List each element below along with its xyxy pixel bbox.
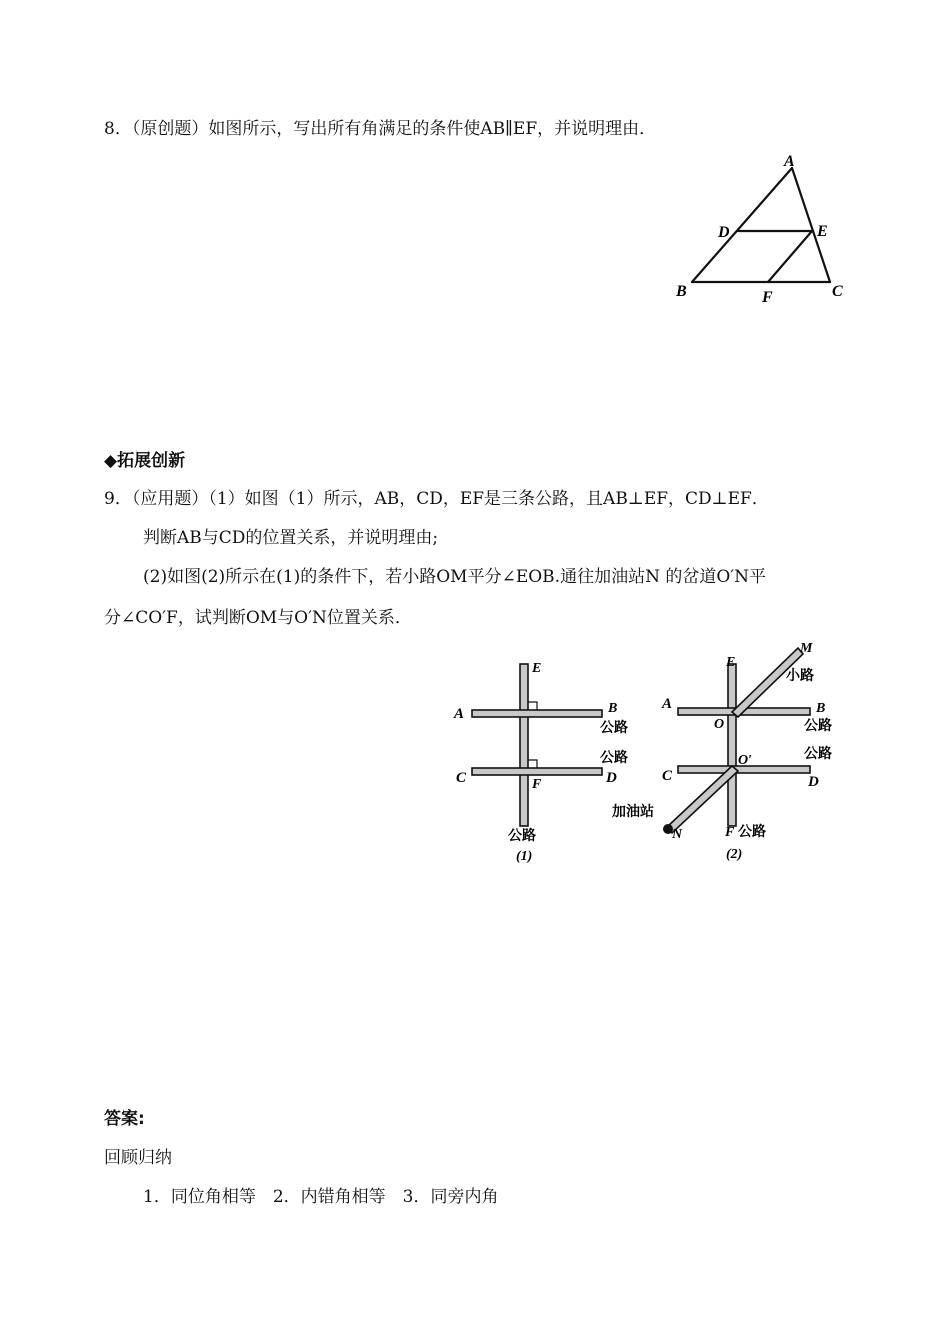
fig1-road-f: 公路 <box>508 828 536 844</box>
fig2-label-a: A <box>662 696 673 712</box>
question-9-line-3: (2)如图(2)所示在(1)的条件下，若小路OM平分∠EOB.通往加油站N 的岔道O′N平 <box>143 567 767 587</box>
fig1-label-f: F <box>532 777 542 792</box>
label-d: D <box>718 224 730 241</box>
fig1-road-d: 公路 <box>600 750 628 766</box>
fig2-station-label: 加油站 <box>612 804 654 820</box>
triangle-figure <box>670 148 860 308</box>
fig2-road-d: 公路 <box>804 746 832 762</box>
road-ef <box>520 664 528 826</box>
label-f: F <box>762 289 773 306</box>
fig2-label-d: D <box>808 774 819 790</box>
question-9-line-1: 9．（应用题）（1）如图（1）所示，AB，CD，EF是三条公路，且AB⊥EF，CD⊥EF． <box>104 489 769 509</box>
roads-figure <box>448 640 848 868</box>
fig2-road-f: 公路 <box>738 824 766 840</box>
fig2-path-label: 小路 <box>786 668 814 684</box>
question-9-line-2: 判断AB与CD的位置关系，并说明理由; <box>143 528 439 548</box>
fig2-label-m: M <box>800 641 813 656</box>
fig1-label-c: C <box>456 770 467 786</box>
question-8: 8．（原创题）如图所示，写出所有角满足的条件使AB∥EF，并说明理由． <box>104 119 657 139</box>
fig1-road-b: 公路 <box>600 720 628 736</box>
label-e: E <box>817 223 828 240</box>
label-b: B <box>676 283 687 300</box>
section-heading: ◆拓展创新 <box>104 451 186 471</box>
answers-subheading: 回顾归纳 <box>104 1148 172 1168</box>
road-ab <box>472 710 602 717</box>
fig2-label-o2: O′ <box>738 753 753 768</box>
fig1-label-b: B <box>608 701 618 716</box>
answers-items: 1．同位角相等 2．内错角相等 3．同旁内角 <box>143 1187 499 1207</box>
fig1-caption: (1) <box>516 849 533 864</box>
fig1-label-d: D <box>606 770 617 786</box>
segment-ef <box>768 231 812 282</box>
fig2-label-f: F <box>725 825 735 840</box>
road-cd <box>472 768 602 775</box>
fig2-road-b: 公路 <box>804 718 832 734</box>
figure-1 <box>472 664 602 826</box>
fig1-label-a: A <box>454 706 465 722</box>
fig1-label-e: E <box>532 661 542 676</box>
fig2-label-o: O <box>714 717 725 732</box>
fig2-label-b: B <box>816 701 826 716</box>
question-9-line-4: 分∠CO′F，试判断OM与O′N位置关系． <box>104 608 412 628</box>
road2-ef <box>728 664 736 826</box>
fig2-label-n: N <box>672 827 683 842</box>
fig2-label-e: E <box>726 655 736 670</box>
label-c: C <box>832 283 843 300</box>
answers-heading: 答案: <box>104 1109 145 1129</box>
segment-ab <box>692 168 792 282</box>
label-a: A <box>784 153 795 170</box>
fig2-caption: (2) <box>726 847 743 862</box>
fig2-label-c: C <box>662 768 673 784</box>
